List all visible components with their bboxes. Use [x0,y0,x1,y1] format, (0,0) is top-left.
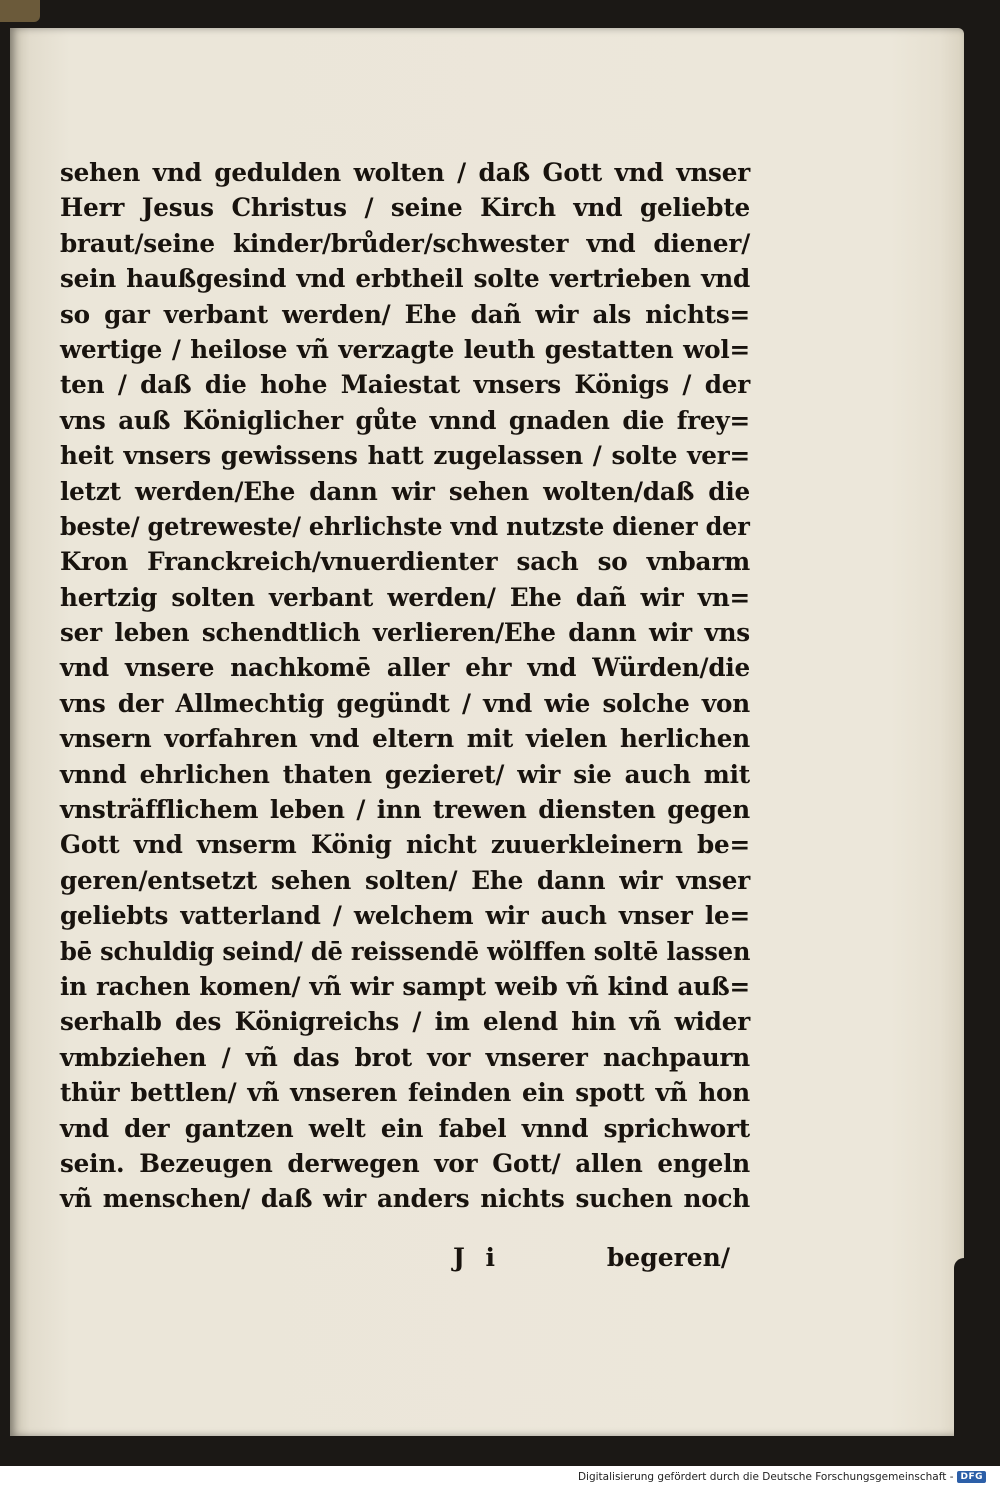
text-line: ser leben schendtlich verlieren/Ehe dann wir vns [60,618,750,648]
text-line: heit vnsers gewissens hatt zugelassen / solte ver= [60,441,750,471]
text-line: vñ menschen/ daß wir anders nichts suchen noch [60,1184,750,1214]
text-line: in rachen komen/ vñ wir sampt weib vñ kind auß= [60,971,750,1001]
text-line: serhalb des Königreichs / im elend hin vñ wider [60,1007,750,1037]
text-line: sein. Bezeugen derwegen vor Gott/ allen engeln [60,1148,750,1178]
text-line: Herr Jesus Christus / seine Kirch vnd geliebte [60,193,750,223]
text-line: vnsern vorfahren vnd eltern mit vielen herlichen [60,724,750,754]
text-line: vns der Allmechtig gegündt / vnd wie solche von [60,688,750,718]
text-line: vnnd ehrlichen thaten gezieret/ wir sie auch mit [60,759,750,789]
text-line: vnd der gantzen welt ein fabel vnnd sprichwort [60,1113,750,1143]
signature-mark: J i [453,1243,502,1272]
book-page [10,28,964,1436]
text-line: ten / daß die hohe Maiestat vnsers Königs / der [60,370,750,400]
text-line: vmbziehen / vñ das brot vor vnserer nachpaurn [60,1042,750,1072]
text-line: Kron Franckreich/vnuerdienter sach so vnbarm [60,547,750,577]
dfg-logo[interactable]: DFG [957,1471,986,1483]
text-line: geliebts vatterland / welchem wir auch vnser le= [60,901,750,931]
text-line: geren/entsetzt sehen solten/ Ehe dann wir vnser [60,865,750,895]
page-text-block [60,155,760,1217]
page-footer-line [60,1243,760,1283]
text-line: letzt werden/Ehe dann wir sehen wolten/daß die [60,476,750,506]
text-line: wertige / heilose vñ verzagte leuth gestatten wol= [60,334,750,364]
text-line: braut/seine kinder/brůder/schwester vnd diener/ [60,228,750,258]
credit-text: Digitalisierung gefördert durch die Deutsche Forschungsgemeinschaft - [577,1470,954,1483]
text-line: hertzig solten verbant werden/ Ehe dañ wir vn= [60,582,750,612]
text-line: vnsträfflichem leben / inn trewen diensten gegen [60,795,750,825]
text-line: bē schuldig seind/ dē reissendē wölffen soltē lassen [60,936,751,966]
text-line: so gar verbant werden/ Ehe dañ wir als nichts= [60,299,750,329]
text-line: sein haußgesind vnd erbtheil solte vertrieben vnd [60,264,750,294]
text-line: vnd vnsere nachkomē aller ehr vnd Würden/die [60,653,750,683]
text-line: Gott vnd vnserm König nicht zuuerkleinern be= [60,830,750,860]
text-line: beste/ getreweste/ ehrlichste vnd nutzste diener der [60,511,750,541]
text-line: vns auß Königlicher gůte vnnd gnaden die frey= [60,405,750,435]
scan-corner-mark [0,0,40,22]
credit-bar [0,1466,1000,1487]
text-line: sehen vnd gedulden wolten / daß Gott vnd vnser [60,158,750,187]
catchword: begeren/ [606,1243,730,1272]
text-line: thür bettlen/ vñ vnseren feinden ein spott vñ hon [60,1078,750,1108]
